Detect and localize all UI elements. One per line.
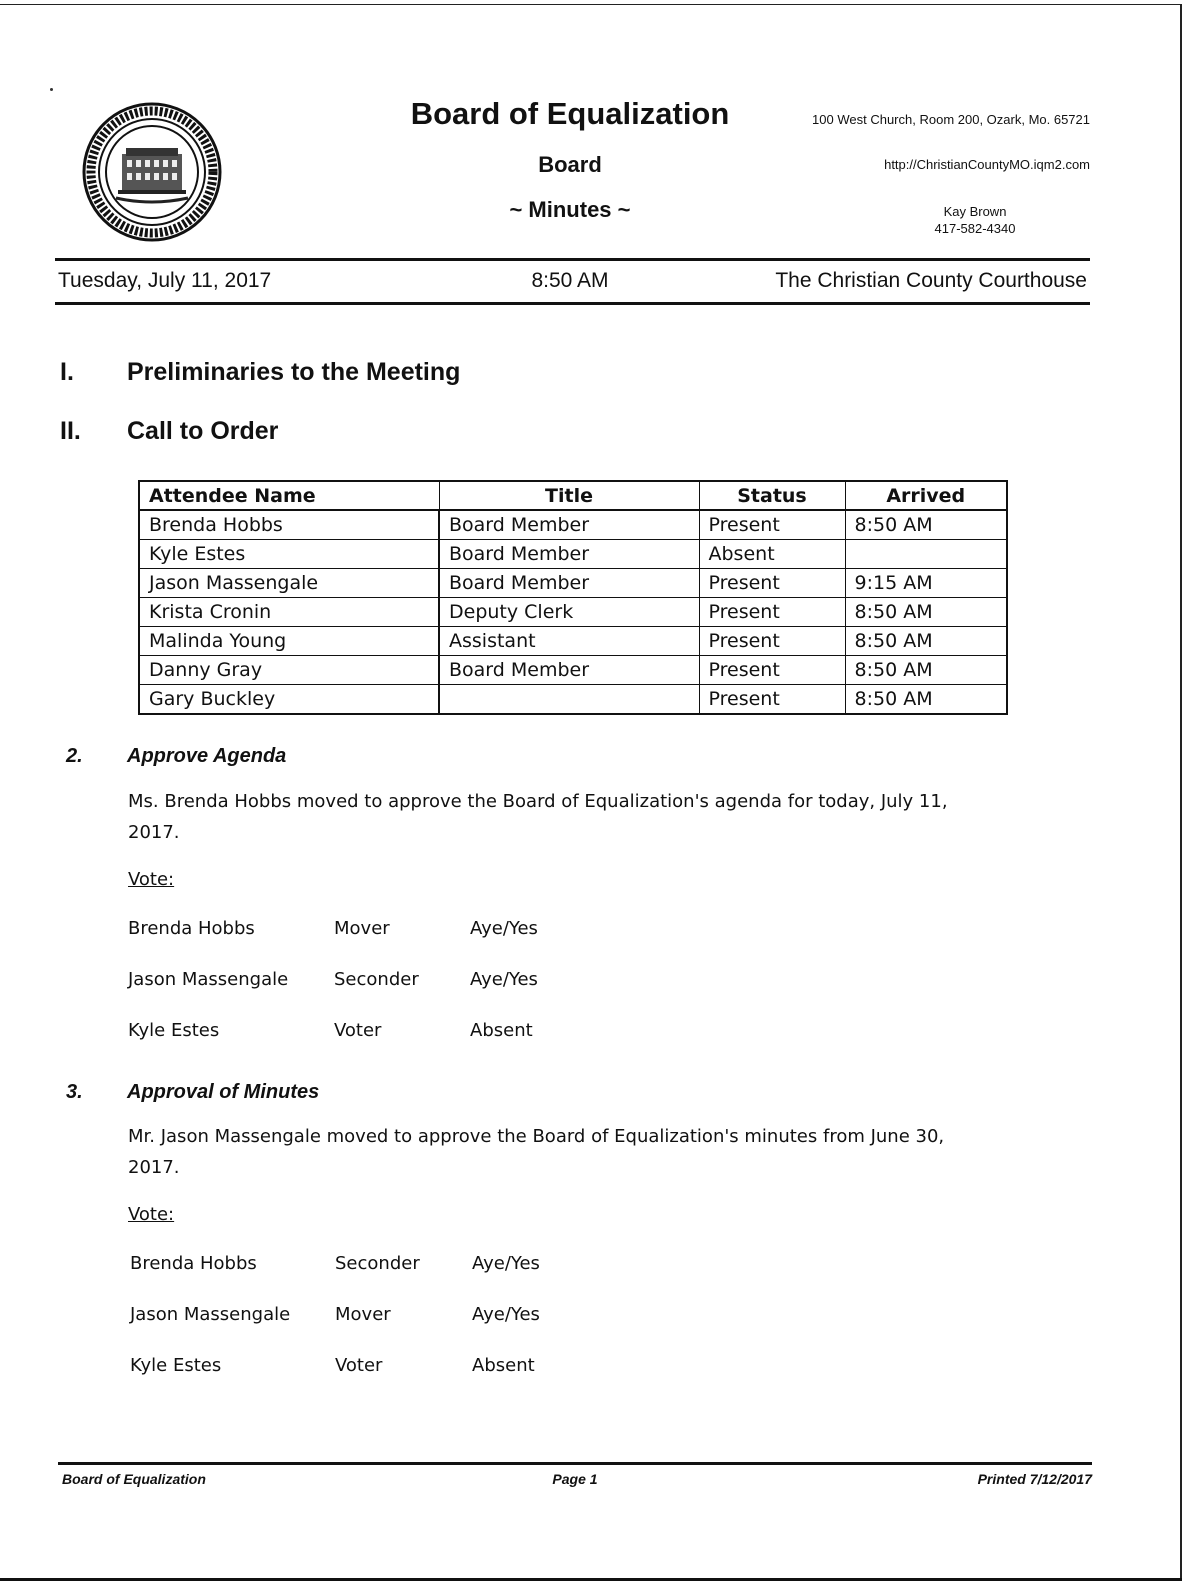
attendee-arrived: 8:50 AM bbox=[845, 510, 1007, 540]
column-header-arrived: Arrived bbox=[845, 481, 1007, 510]
attendee-status: Present bbox=[699, 569, 845, 598]
voter-role: Mover bbox=[334, 918, 390, 939]
voter-role: Voter bbox=[334, 1020, 382, 1041]
attendee-name: Brenda Hobbs bbox=[139, 510, 439, 540]
column-header-attendee-name: Attendee Name bbox=[139, 481, 439, 510]
item-title-approval-of-minutes: Approval of Minutes bbox=[127, 1081, 320, 1103]
attendee-name: Krista Cronin bbox=[139, 598, 439, 627]
motion-line: 2017. bbox=[128, 822, 180, 843]
section-number: I. bbox=[60, 358, 74, 386]
table-row bbox=[139, 510, 1007, 540]
attendee-title: Board Member bbox=[439, 569, 699, 598]
vote-result: Aye/Yes bbox=[470, 918, 538, 939]
motion-line: Ms. Brenda Hobbs moved to approve the Board of Equalization's agenda for today, July 11, bbox=[128, 791, 948, 812]
attendee-title bbox=[439, 685, 699, 715]
attendee-arrived: 8:50 AM bbox=[845, 598, 1007, 627]
voter-role: Mover bbox=[335, 1304, 391, 1325]
item-number: 3. bbox=[66, 1081, 83, 1103]
vote-label: Vote: bbox=[128, 1204, 175, 1225]
attendee-arrived: 8:50 AM bbox=[845, 685, 1007, 715]
attendee-name: Danny Gray bbox=[139, 656, 439, 685]
voter-name: Jason Massengale bbox=[130, 1304, 291, 1325]
voter-role: Voter bbox=[335, 1355, 383, 1376]
table-row bbox=[139, 685, 1007, 715]
header-rule-bottom bbox=[55, 302, 1090, 305]
table-row bbox=[139, 569, 1007, 598]
attendee-status: Present bbox=[699, 510, 845, 540]
attendee-title: Board Member bbox=[439, 510, 699, 540]
vote-result: Aye/Yes bbox=[470, 969, 538, 990]
attendee-arrived: 8:50 AM bbox=[845, 627, 1007, 656]
page-border-top bbox=[0, 4, 1182, 5]
column-header-title: Title bbox=[439, 481, 699, 510]
contact-phone: 417-582-4340 bbox=[934, 221, 1016, 236]
contact-name: Kay Brown bbox=[943, 204, 1007, 219]
attendee-status: Present bbox=[699, 627, 845, 656]
voter-name: Brenda Hobbs bbox=[130, 1253, 257, 1274]
item-motion-text bbox=[128, 786, 1008, 848]
meeting-location: The Christian County Courthouse bbox=[775, 269, 1087, 292]
voter-name: Kyle Estes bbox=[130, 1355, 222, 1376]
attendee-title: Board Member bbox=[439, 656, 699, 685]
vote-result: Aye/Yes bbox=[472, 1253, 540, 1274]
vote-result: Absent bbox=[470, 1020, 533, 1041]
attendee-name: Jason Massengale bbox=[139, 569, 439, 598]
section-number: II. bbox=[60, 417, 81, 445]
footer-printed-date: Printed 7/12/2017 bbox=[977, 1471, 1092, 1487]
item-motion-text bbox=[128, 1121, 1008, 1183]
attendee-status: Absent bbox=[699, 540, 845, 569]
table-row bbox=[139, 540, 1007, 569]
board-title: Board of Equalization bbox=[410, 96, 730, 131]
attendee-arrived bbox=[845, 540, 1007, 569]
attendance-table bbox=[138, 480, 1008, 715]
attendee-title: Deputy Clerk bbox=[439, 598, 699, 627]
vote-result: Absent bbox=[472, 1355, 535, 1376]
voter-name: Jason Massengale bbox=[128, 969, 289, 990]
voter-name: Brenda Hobbs bbox=[128, 918, 255, 939]
voter-name: Kyle Estes bbox=[128, 1020, 220, 1041]
item-title-approve-agenda: Approve Agenda bbox=[127, 745, 287, 767]
section-title-preliminaries: Preliminaries to the Meeting bbox=[127, 358, 461, 386]
document-type: ~ Minutes ~ bbox=[509, 197, 631, 222]
footer-board-name: Board of Equalization bbox=[62, 1471, 206, 1487]
page-border-right bbox=[1180, 4, 1182, 1580]
contact-block bbox=[900, 203, 1050, 237]
attendee-title: Assistant bbox=[439, 627, 699, 656]
attendee-title: Board Member bbox=[439, 540, 699, 569]
voter-role: Seconder bbox=[335, 1253, 420, 1274]
motion-line: Mr. Jason Massengale moved to approve the Board of Equalization's minutes from June 30, bbox=[128, 1126, 945, 1147]
board-subtitle: Board bbox=[538, 152, 602, 177]
attendee-status: Present bbox=[699, 598, 845, 627]
header-rule-top bbox=[55, 258, 1090, 261]
table-row bbox=[139, 598, 1007, 627]
attendee-name: Kyle Estes bbox=[139, 540, 439, 569]
meeting-time: 8:50 AM bbox=[531, 269, 609, 292]
section-title-call-to-order: Call to Order bbox=[127, 417, 279, 445]
table-header-row bbox=[139, 481, 1007, 510]
vote-label: Vote: bbox=[128, 869, 175, 890]
address: 100 West Church, Room 200, Ozark, Mo. 65721 bbox=[812, 112, 1090, 127]
footer-page-number: Page 1 bbox=[552, 1471, 598, 1487]
attendee-name: Malinda Young bbox=[139, 627, 439, 656]
county-seal-icon bbox=[82, 102, 222, 242]
motion-line: 2017. bbox=[128, 1157, 180, 1178]
page-border-bottom bbox=[0, 1578, 1182, 1581]
item-number: 2. bbox=[66, 745, 83, 767]
voter-role: Seconder bbox=[334, 969, 419, 990]
website-link[interactable]: http://ChristianCountyMO.iqm2.com bbox=[884, 157, 1090, 172]
attendee-status: Present bbox=[699, 685, 845, 715]
vote-result: Aye/Yes bbox=[472, 1304, 540, 1325]
attendee-name: Gary Buckley bbox=[139, 685, 439, 715]
meeting-date: Tuesday, July 11, 2017 bbox=[58, 269, 272, 292]
attendee-status: Present bbox=[699, 656, 845, 685]
table-row bbox=[139, 656, 1007, 685]
attendee-arrived: 8:50 AM bbox=[845, 656, 1007, 685]
table-row bbox=[139, 627, 1007, 656]
scan-speck bbox=[50, 88, 53, 91]
footer-rule bbox=[58, 1462, 1092, 1465]
attendee-arrived: 9:15 AM bbox=[845, 569, 1007, 598]
column-header-status: Status bbox=[699, 481, 845, 510]
